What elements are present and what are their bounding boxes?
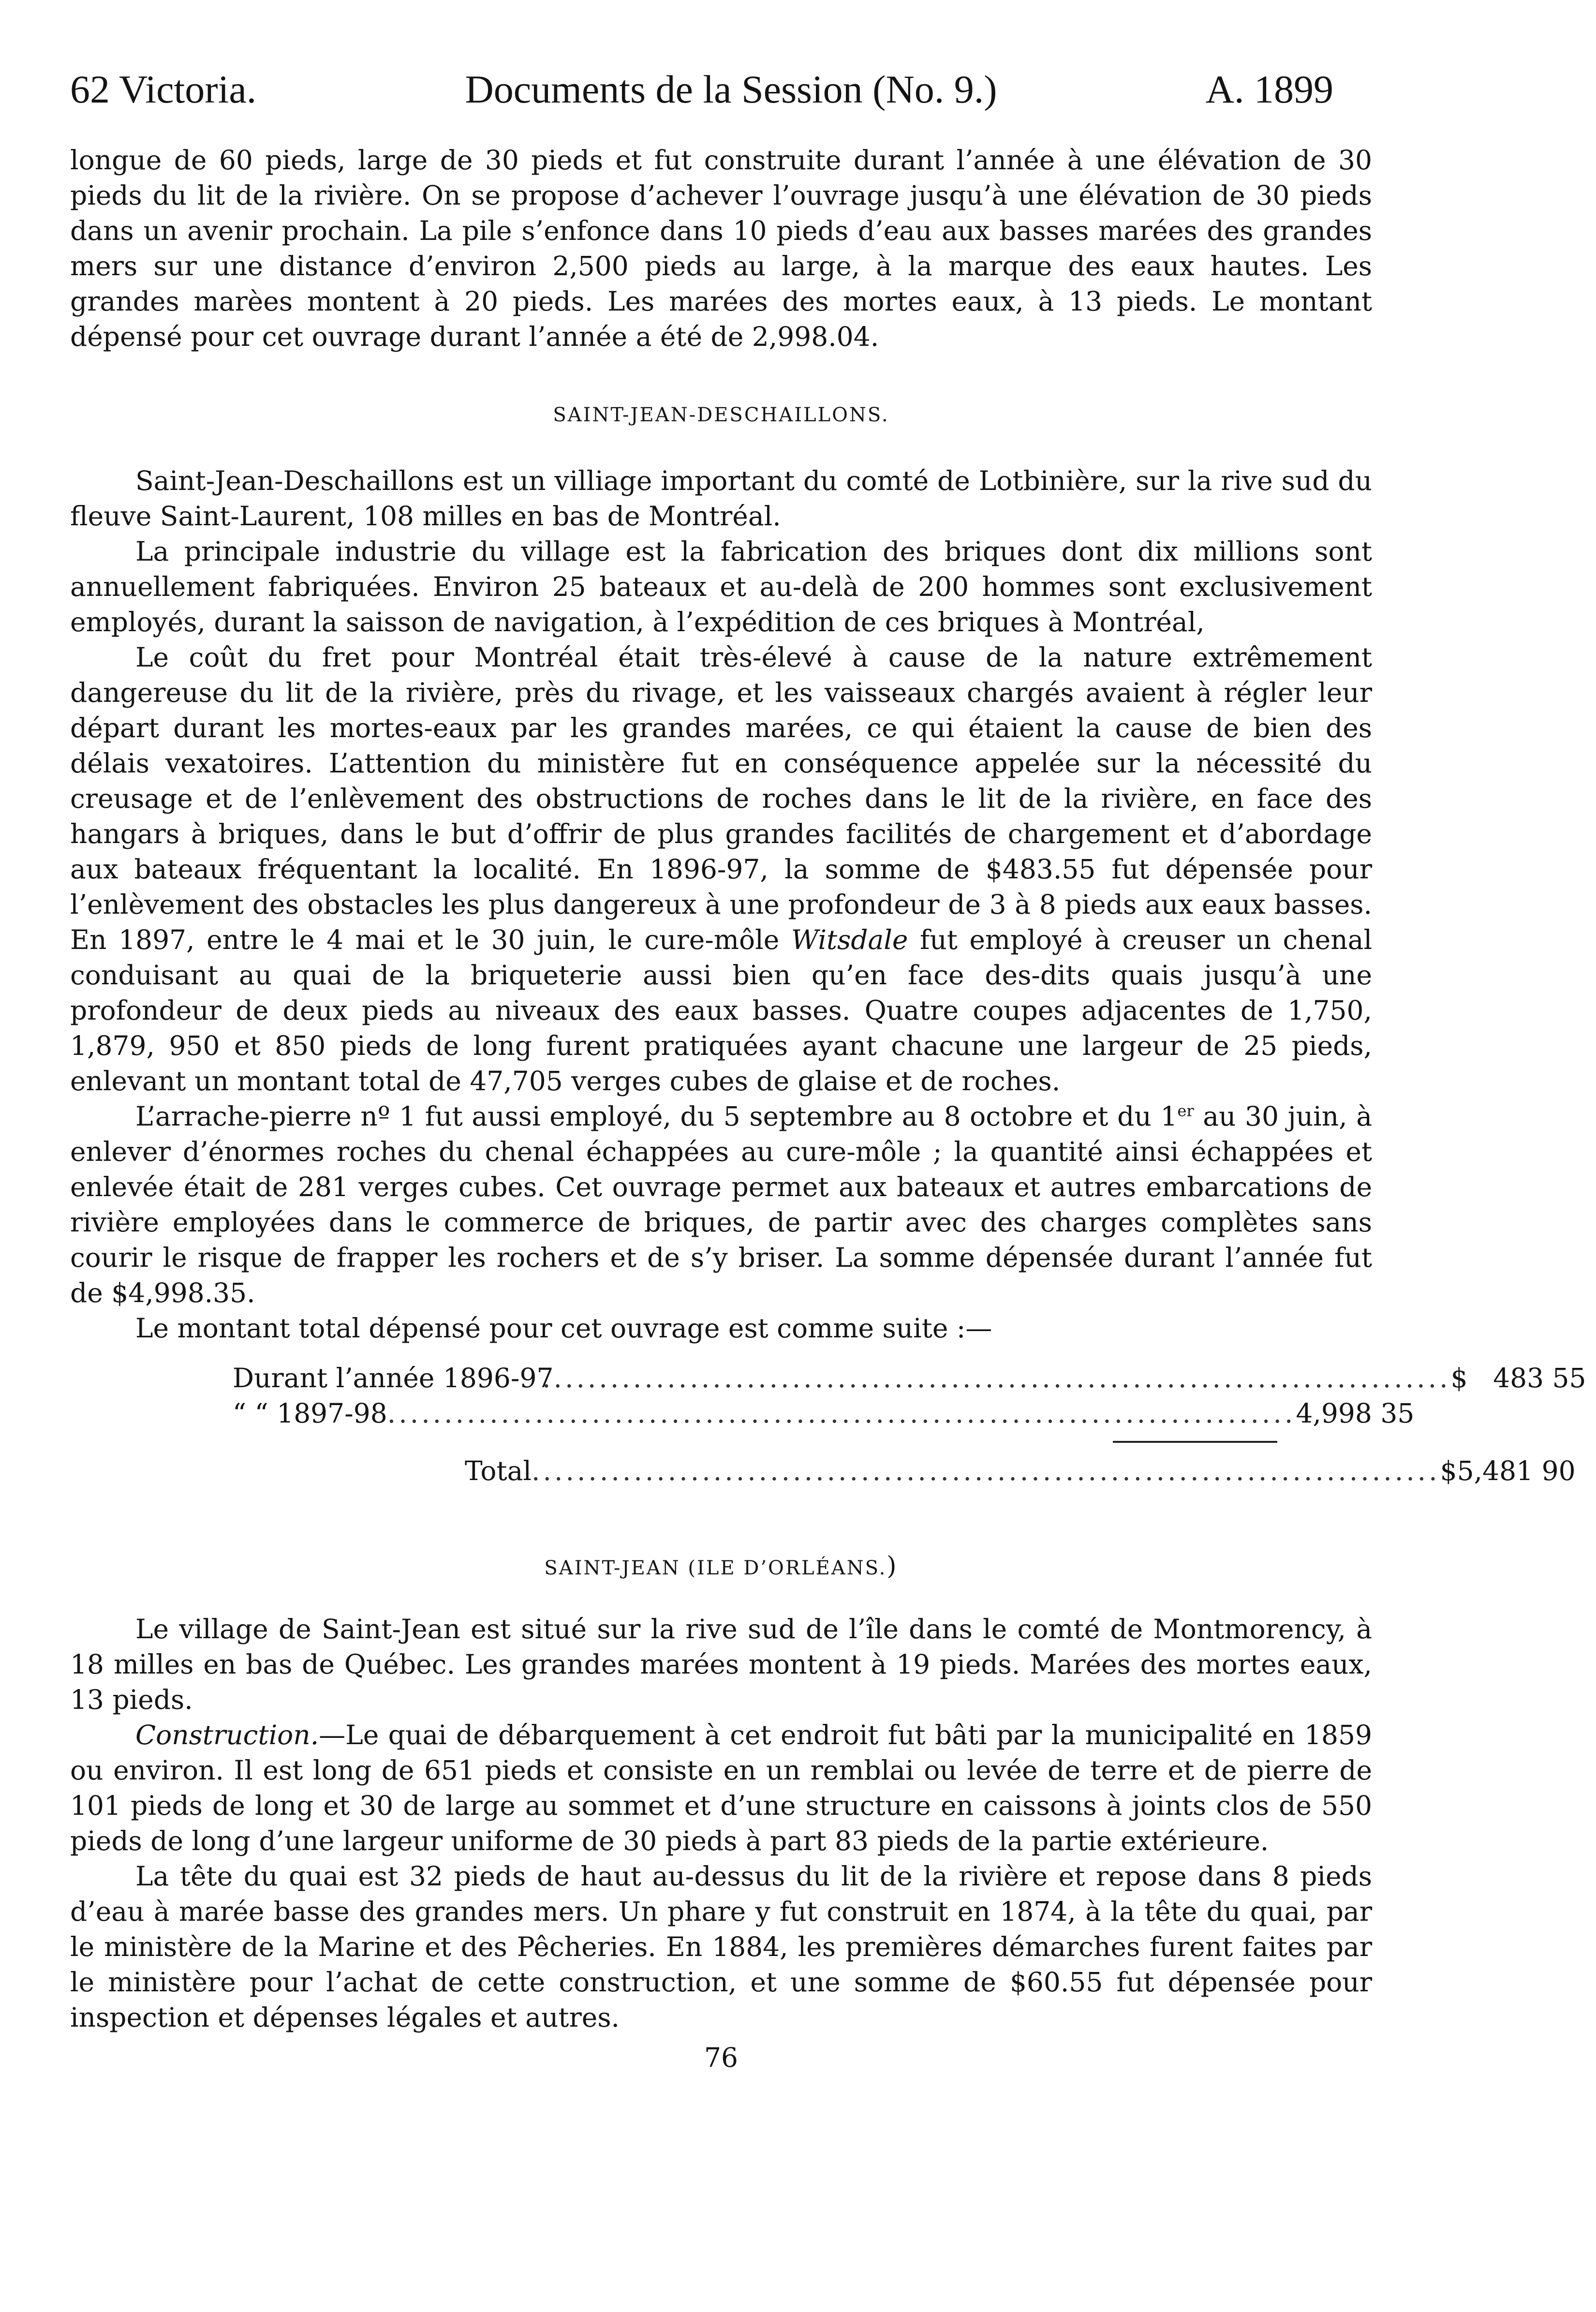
ordinal-superscript: er [1177, 1101, 1194, 1120]
section-heading-deschaillons-text: SAINT-JEAN-DESCHAILLONS. [553, 404, 889, 426]
paragraph-freight [70, 640, 1372, 1099]
ledger-row [165, 1396, 1415, 1431]
ledger-row [165, 1361, 1586, 1396]
body-text [70, 143, 1586, 2035]
rock-text-b: au 30 juin, à enlever d’énormes roches du chenal échappées au cure-môle ; la quantité ainsi échappées et enlevée était de 281 verges cubes. Cet ouvrage permet aux bateaux et autres embarcations de rivière employées dans le commerce de briques, de partir avec des charges complètes sans courir le risque de frapper les rochers et de s’y briser. La somme dépensée durant l’année fut de $4,998.35. [70, 1101, 1372, 1308]
freight-text-b: fut employé à creuser un chenal conduisant au quai de la briqueterie aussi bien qu’en face des-dits quais jusqu’à une profondeur de deux pieds au niveaux des eaux basses. Quatre coupes adjacentes de 1,750, 1,879, 950 et 850 pieds de long furent pratiquées ayant chacune une largeur de 25 pieds, enlevant un montant total de 47,705 verges cubes de glaise et de roches. [70, 924, 1373, 1097]
header-volume: 62 Victoria. [70, 67, 257, 111]
ledger-row-label: Durant l’année 1896-97 [233, 1363, 554, 1393]
header-title: Documents de la Session (No. 9.) [465, 67, 997, 111]
paragraph-rock-removal [70, 1099, 1372, 1311]
rock-text-a: L’arrache-pierre nº 1 fut aussi employé, du 5 septembre au 8 octobre et du 1 [135, 1101, 1178, 1132]
heading-orleans-c: ) [887, 1552, 898, 1581]
section-heading-deschaillons [70, 400, 1372, 430]
ledger-total-row [165, 1453, 1576, 1489]
expense-ledger [165, 1361, 1586, 1489]
paragraph-construction [70, 1718, 1372, 1859]
intro-paragraph: longue de 60 pieds, large de 30 pieds et fut construite durant l’année à une élévation de 30 pieds du lit de la rivière. On se propose d’achever l’ouvrage jusqu’à une élévation de 30 pieds dans un avenir prochain. La pile s’enfonce dans 10 pieds d’eau aux basses marées des grandes mers sur une distance d’environ 2,500 pieds au large, à la marque des eaux hautes. Les grandes marèes montent à 20 pieds. Les marées des mortes eaux, à 13 pieds. Le montant dépensé pour cet ouvrage durant l’année a été de 2,998.04. [70, 145, 1372, 352]
ledger-row-amount: $ 483 55 [1450, 1363, 1586, 1393]
heading-orleans-b: ILE D’ORLÉANS. [696, 1557, 887, 1579]
header-year: A. 1899 [1205, 67, 1333, 111]
paragraph-wharf-head: La tête du quai est 32 pieds de haut au-dessus du lit de la rivière et repose dans 8 pieds d’eau à marée basse des grandes mers. Un phare y fut construit en 1874, à la tête du quai, par le ministère de la Marine et des Pêcheries. En 1884, les premières démarches furent faites par le ministère pour l’achat de cette construction, et une somme de $60.55 fut dépensée pour inspection et dépenses légales et autres. [70, 1861, 1372, 2033]
ledger-row-amount: 4,998 35 [1296, 1398, 1415, 1429]
page-number: 76 [704, 2042, 738, 2073]
section-heading-orleans [70, 1552, 1372, 1583]
freight-text-a: Le coût du fret pour Montréal était très-élevé à cause de la nature extrêmement dangereuse du lit de la rivière, près du rivage, et les vaisseaux chargés avaient à régler leur départ durant les mortes-eaux par les grandes marées, ce qui étaient la cause de bien des délais vexatoires. L’attention du ministère fut en conséquence appelée sur la nécessité du creusage et de l’enlèvement des obstructions de roches dans le lit de la rivière, en face des hangars à briques, dans le but d’offrir de plus grandes facilités de chargement et d’abordage aux bateaux fréquentant la localité. En 1896-97, la somme de $483.55 fut dépensée pour l’enlèvement des obstacles les plus dangereux à une profondeur de 3 à 8 pieds aux eaux basses. En 1897, entre le 4 mai et le 30 juin, le cure-môle [70, 642, 1372, 955]
ledger-total-amount: $5,481 90 [1440, 1455, 1576, 1486]
construction-text: —Le quai de débarquement à cet endroit fut bâti par la municipalité en 1859 ou environ. Il est long de 651 pieds et consiste en un remblai ou levée de terre et de pierre de 101 pieds de long et 30 de large au sommet et d’une structure en caissons à joints clos de 550 pieds de long d’une largeur uniforme de 30 pieds à part 83 pieds de la partie extérieure. [70, 1719, 1372, 1856]
paragraph-total-intro: Le montant total dépensé pour cet ouvrage est comme suite :— [135, 1313, 992, 1344]
paragraph-location: Saint-Jean-Deschaillons est un villiage important du comté de Lotbinière, sur la rive sud du fleuve Saint-Laurent, 108 milles en bas de Montréal. [70, 465, 1372, 532]
paragraph-industry: La principale industrie du village est la fabrication des briques dont dix millions sont annuellement fabriquées. Environ 25 bateaux et au-delà de 200 hommes sont exclusivement employés, durant la saisson de navigation, à l’expédition de ces briques à Montréal, [70, 536, 1372, 637]
leader-dots: ................................................................................ [387, 1398, 1296, 1429]
heading-orleans-a: SAINT-JEAN ( [544, 1557, 697, 1579]
page-header [70, 63, 1372, 116]
ledger-total-label: Total [465, 1455, 532, 1486]
leader-dots: ................................................................................ [532, 1455, 1440, 1486]
leader-dots: ................................................................................ [542, 1363, 1451, 1393]
paragraph-village: Le village de Saint-Jean est situé sur la rive sud de l’île dans le comté de Montmorency, à 18 milles en bas de Québec. Les grandes marées montent à 19 pieds. Marées des mortes eaux, 13 pieds. [70, 1614, 1372, 1715]
total-rule [1113, 1441, 1277, 1443]
construction-label: Construction. [135, 1719, 319, 1750]
vessel-name: Witsdale [791, 924, 908, 955]
ledger-row-label: “ “ 1897-98 [233, 1398, 387, 1429]
